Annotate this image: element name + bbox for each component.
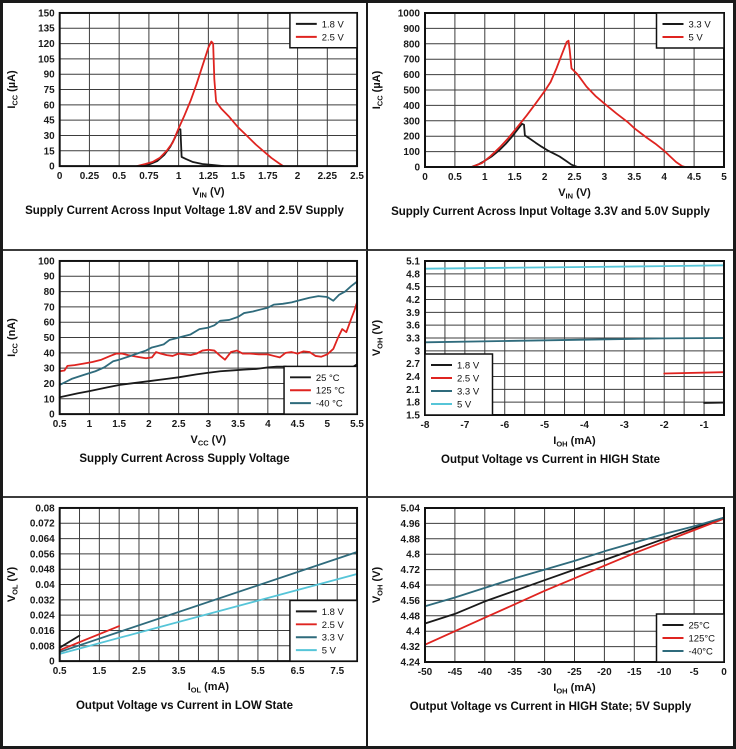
svg-text:2.5: 2.5	[171, 418, 186, 430]
svg-text:700: 700	[403, 54, 420, 66]
svg-text:200: 200	[403, 131, 420, 143]
svg-text:3.3: 3.3	[406, 333, 420, 345]
svg-text:2: 2	[294, 171, 301, 183]
legend-label: 2.5 V	[457, 373, 480, 385]
svg-text:5.5: 5.5	[350, 418, 364, 430]
svg-text:0.5: 0.5	[52, 418, 67, 430]
svg-text:0.064: 0.064	[29, 534, 55, 546]
svg-text:-20: -20	[597, 667, 612, 679]
legend-label: 25°C	[688, 620, 710, 632]
legend-label: 125 °C	[315, 385, 345, 397]
svg-text:70: 70	[43, 302, 55, 314]
y-axis-ticks	[401, 504, 421, 669]
legend	[284, 366, 357, 414]
svg-text:0: 0	[414, 162, 420, 174]
svg-text:-8: -8	[420, 419, 430, 431]
svg-text:4.5: 4.5	[290, 418, 305, 430]
svg-text:-25: -25	[567, 667, 582, 679]
svg-text:0: 0	[422, 172, 428, 183]
svg-text:VOH (V): $V_{OH}$ (V)	[371, 319, 385, 356]
svg-text:2: 2	[541, 172, 548, 183]
svg-text:0: 0	[49, 409, 55, 421]
legend	[290, 13, 357, 48]
svg-text:4.5: 4.5	[406, 281, 420, 293]
legend	[657, 614, 725, 662]
svg-text:4.32: 4.32	[400, 642, 420, 654]
legend	[657, 13, 725, 48]
svg-text:4.48: 4.48	[400, 611, 420, 623]
legend	[290, 601, 357, 662]
svg-text:-15: -15	[627, 667, 642, 679]
svg-text:2.4: 2.4	[406, 371, 420, 383]
svg-text:-2: -2	[659, 419, 669, 431]
svg-text:0.08: 0.08	[35, 503, 55, 515]
svg-text:0.5: 0.5	[447, 172, 462, 183]
svg-text:30: 30	[43, 130, 55, 142]
chart-panel-supply-current-3v3-5v	[368, 3, 733, 251]
svg-text:3: 3	[205, 418, 212, 430]
chart-panel-supply-current-1v8-2v5	[3, 3, 368, 251]
svg-text:-10: -10	[656, 667, 672, 679]
svg-text:40: 40	[43, 347, 55, 359]
svg-text:4.24: 4.24	[400, 657, 420, 669]
svg-text:0.008: 0.008	[29, 641, 55, 653]
svg-text:-45: -45	[447, 667, 463, 679]
svg-text:4.72: 4.72	[400, 565, 420, 577]
svg-text:1.5: 1.5	[507, 172, 522, 183]
svg-text:2.5: 2.5	[567, 172, 582, 183]
svg-text:600: 600	[403, 70, 420, 82]
svg-text:0.5: 0.5	[112, 171, 127, 183]
y-axis-ticks	[406, 256, 420, 421]
legend-label: 2.5 V	[321, 32, 344, 44]
svg-text:0.024: 0.024	[29, 610, 55, 622]
chart-canvas-voh-vs-ioh-5v	[368, 500, 733, 699]
svg-text:0.056: 0.056	[29, 549, 55, 561]
svg-text:0.048: 0.048	[29, 565, 55, 577]
chart-title: Supply Current Across Input Voltage 3.3V and 5.0V Supply	[391, 206, 710, 218]
legend-label: 2.5 V	[321, 620, 344, 632]
chart-title: Output Voltage vs Current in HIGH State	[441, 453, 660, 466]
svg-text:800: 800	[403, 39, 420, 51]
svg-text:ICC (nA): $I_{CC}$ (nA)	[5, 317, 20, 357]
svg-text:105: 105	[38, 54, 55, 66]
svg-text:120: 120	[38, 39, 55, 51]
svg-text:3: 3	[414, 345, 420, 357]
svg-text:0: 0	[56, 171, 63, 183]
svg-text:5.1: 5.1	[406, 256, 420, 268]
svg-text:VCC (V): $V_{CC}$ (V)	[190, 433, 227, 448]
svg-text:15: 15	[43, 146, 55, 158]
svg-text:100: 100	[403, 147, 420, 159]
chart-panel-voh-vs-ioh-5v	[368, 498, 733, 746]
svg-text:4.8: 4.8	[406, 550, 420, 562]
svg-text:7.5: 7.5	[330, 666, 345, 678]
svg-text:100: 100	[38, 256, 55, 268]
svg-text:ICC (µA): $I_{CC}$ (µA)	[5, 70, 20, 109]
svg-text:4: 4	[661, 172, 667, 183]
svg-text:5.04: 5.04	[400, 503, 420, 515]
svg-text:0.5: 0.5	[52, 666, 67, 678]
svg-text:1.5: 1.5	[92, 666, 107, 678]
chart-canvas-supply-current-vs-vcc	[3, 253, 366, 451]
svg-text:0.25: 0.25	[79, 171, 100, 183]
legend	[425, 354, 493, 415]
svg-text:0.032: 0.032	[29, 595, 55, 607]
svg-text:0.016: 0.016	[29, 626, 55, 638]
svg-text:3.5: 3.5	[231, 418, 246, 430]
svg-text:2: 2	[146, 418, 152, 430]
legend-label: -40 °C	[315, 398, 343, 410]
svg-text:VOL (V): $V_{OL}$ (V)	[5, 567, 20, 603]
legend-label: 5 V	[688, 32, 703, 44]
svg-text:1: 1	[86, 418, 93, 430]
svg-text:5: 5	[721, 172, 727, 183]
svg-text:-50: -50	[417, 667, 433, 679]
svg-text:0.072: 0.072	[29, 519, 55, 531]
svg-text:0: 0	[49, 656, 55, 668]
svg-text:2.7: 2.7	[406, 358, 420, 370]
svg-text:90: 90	[43, 69, 55, 81]
svg-text:150: 150	[38, 8, 55, 20]
svg-text:1.25: 1.25	[198, 171, 219, 183]
legend-label: 5 V	[321, 645, 336, 657]
svg-text:5: 5	[324, 418, 331, 430]
svg-text:5.5: 5.5	[251, 666, 265, 678]
svg-text:3.6: 3.6	[406, 320, 420, 332]
svg-text:30: 30	[43, 363, 55, 375]
legend-label: 1.8 V	[321, 607, 344, 619]
svg-text:VIN (V): $V_{IN}$ (V)	[192, 185, 225, 200]
svg-text:4: 4	[265, 418, 271, 430]
legend-label: 3.3 V	[321, 633, 344, 645]
chart-title: Output Voltage vs Current in HIGH State; 5V Supply	[409, 701, 692, 714]
svg-text:0.75: 0.75	[139, 171, 159, 183]
svg-text:-4: -4	[580, 419, 589, 431]
svg-text:60: 60	[43, 100, 55, 112]
svg-text:4.56: 4.56	[400, 596, 420, 608]
svg-text:3.5: 3.5	[627, 172, 642, 183]
svg-text:2.5: 2.5	[350, 171, 364, 183]
svg-text:-1: -1	[699, 419, 709, 431]
svg-text:90: 90	[43, 271, 55, 283]
svg-text:300: 300	[403, 116, 420, 128]
svg-text:1000: 1000	[397, 8, 420, 20]
legend-label: 3.3 V	[457, 386, 480, 398]
svg-text:1: 1	[482, 172, 488, 183]
svg-text:-6: -6	[500, 419, 510, 431]
svg-text:1.5: 1.5	[112, 418, 127, 430]
svg-text:75: 75	[43, 85, 55, 97]
svg-text:4.2: 4.2	[406, 294, 420, 306]
svg-text:1.8: 1.8	[406, 397, 420, 409]
svg-text:IOL (mA): $I_{OL}$ (mA)	[187, 681, 230, 695]
chart-canvas-voh-vs-ioh	[368, 253, 733, 452]
svg-text:2.25: 2.25	[317, 171, 337, 183]
svg-text:VOH (V): $V_{OH}$ (V)	[371, 567, 385, 604]
chart-panel-voh-vs-ioh	[368, 251, 733, 499]
svg-text:4.4: 4.4	[406, 627, 420, 639]
svg-text:2.1: 2.1	[406, 384, 420, 396]
legend-label: 125°C	[688, 633, 716, 645]
legend-label: 25 °C	[315, 372, 340, 384]
svg-text:0.04: 0.04	[35, 580, 55, 592]
legend-label: 3.3 V	[688, 19, 711, 31]
svg-text:-5: -5	[689, 667, 699, 679]
chart-title: Supply Current Across Supply Voltage	[79, 452, 290, 465]
svg-text:IOH (mA): $I_{OH}$ (mA)	[553, 434, 596, 449]
svg-text:-5: -5	[540, 419, 550, 431]
svg-text:60: 60	[43, 317, 55, 329]
chart-panel-supply-current-vs-vcc	[3, 251, 368, 499]
chart-canvas-supply-current-1v8-2v5	[3, 5, 366, 203]
svg-text:1.5: 1.5	[406, 410, 420, 422]
svg-text:400: 400	[403, 100, 420, 112]
svg-text:4.8: 4.8	[406, 268, 420, 280]
svg-text:3.5: 3.5	[171, 666, 186, 678]
svg-text:0: 0	[49, 161, 55, 173]
legend-label: 1.8 V	[457, 360, 480, 372]
legend-label: 1.8 V	[321, 19, 344, 31]
svg-text:4.5: 4.5	[211, 666, 226, 678]
svg-text:1.75: 1.75	[258, 171, 278, 183]
svg-text:50: 50	[43, 332, 55, 344]
svg-text:10: 10	[43, 393, 55, 405]
svg-text:-3: -3	[619, 419, 629, 431]
svg-text:4.96: 4.96	[400, 519, 420, 531]
chart-title: Supply Current Across Input Voltage 1.8V and 2.5V Supply	[25, 204, 344, 217]
legend-label: 5 V	[457, 399, 472, 411]
svg-text:4.64: 4.64	[400, 580, 420, 592]
svg-text:-35: -35	[507, 667, 522, 679]
svg-text:900: 900	[403, 23, 420, 35]
svg-text:1: 1	[175, 171, 182, 183]
chart-canvas-supply-current-3v3-5v	[368, 5, 733, 204]
svg-text:80: 80	[43, 286, 55, 298]
svg-text:45: 45	[43, 115, 55, 127]
svg-text:0: 0	[721, 667, 727, 679]
chart-canvas-vol-vs-iol	[3, 500, 366, 698]
svg-text:1.5: 1.5	[231, 171, 246, 183]
svg-text:4.5: 4.5	[687, 172, 702, 183]
svg-text:4.88: 4.88	[400, 534, 420, 546]
svg-text:ICC (µA): $I_{CC}$ (µA)	[371, 70, 385, 110]
svg-text:-7: -7	[460, 419, 470, 431]
svg-text:3.9: 3.9	[406, 307, 420, 319]
svg-text:-30: -30	[537, 667, 552, 679]
svg-text:3: 3	[601, 172, 608, 183]
chart-panel-vol-vs-iol	[3, 498, 368, 746]
svg-text:VIN (V): $V_{IN}$ (V)	[558, 187, 591, 201]
svg-text:IOH (mA): $I_{OH}$ (mA)	[553, 682, 596, 696]
svg-text:500: 500	[403, 85, 420, 97]
svg-text:6.5: 6.5	[290, 666, 305, 678]
legend-label: -40°C	[688, 646, 713, 658]
svg-text:20: 20	[43, 378, 55, 390]
svg-text:135: 135	[38, 23, 55, 35]
svg-text:-40: -40	[477, 667, 493, 679]
svg-text:2.5: 2.5	[132, 666, 146, 678]
chart-title: Output Voltage vs Current in LOW State	[75, 700, 294, 713]
